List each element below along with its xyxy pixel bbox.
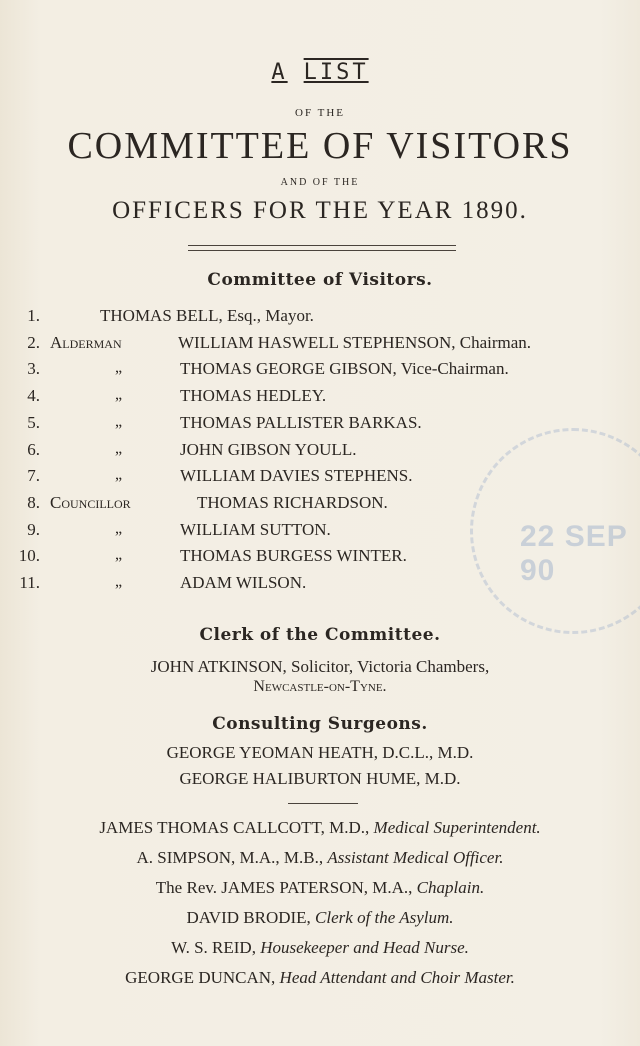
officer-row xyxy=(0,848,640,868)
visitor-row xyxy=(0,306,640,332)
visitor-title: Alderman xyxy=(50,332,122,352)
heading-list xyxy=(0,60,640,85)
visitor-row xyxy=(0,333,640,359)
officer-row xyxy=(0,968,640,988)
officer-name: JAMES THOMAS CALLCOTT, M.D., xyxy=(99,818,374,837)
heading-article: A xyxy=(271,60,288,85)
officer-role: Clerk of the Asylum. xyxy=(315,908,454,927)
clerk-line-1: JOHN ATKINSON, Solicitor, Victoria Chambers, xyxy=(150,657,490,676)
clerk-section-title: Clerk of the Committee. xyxy=(199,625,441,645)
ditto-mark: „ xyxy=(115,386,123,404)
officer-row xyxy=(0,908,640,928)
officer-row xyxy=(0,818,640,838)
surgeon-line-1: GEORGE YEOMAN HEATH, D.C.L., M.D. xyxy=(166,743,474,762)
visitor-number: 8. xyxy=(27,492,40,512)
clerk-line-2: Newcastle-on-Tyne. xyxy=(253,678,387,695)
visitor-number: 5. xyxy=(27,412,40,432)
visitor-number: 11. xyxy=(19,573,40,592)
visitor-name: THOMAS PALLISTER BARKAS. xyxy=(180,412,422,432)
ditto-mark: „ xyxy=(115,519,123,537)
visitor-name: JOHN GIBSON YOULL. xyxy=(180,439,357,459)
officer-name: DAVID BRODIE, xyxy=(186,908,316,927)
visitor-number: 3. xyxy=(27,359,40,379)
ditto-mark: „ xyxy=(115,466,123,484)
visitor-row xyxy=(0,413,640,439)
heading-list-word: LIST xyxy=(303,60,369,85)
ditto-mark: „ xyxy=(115,359,123,377)
ditto-mark: „ xyxy=(115,439,123,457)
surgeon-line-2: GEORGE HALIBURTON HUME, M.D. xyxy=(179,769,461,788)
ditto-mark: „ xyxy=(115,412,123,430)
short-rule-divider xyxy=(288,803,358,804)
visitor-name: WILLIAM HASWELL STEPHENSON, Chairman. xyxy=(178,332,532,352)
officer-name: A. SIMPSON, M.A., M.B., xyxy=(136,848,328,867)
visitor-row xyxy=(0,359,640,385)
visitor-name: THOMAS RICHARDSON. xyxy=(197,492,388,512)
officer-name: GEORGE DUNCAN, xyxy=(125,968,280,987)
visitor-number: 6. xyxy=(27,439,40,459)
visitor-number: 1. xyxy=(27,306,40,325)
officer-role: Chaplain. xyxy=(416,878,485,897)
heading-officers: OFFICERS FOR THE YEAR 1890. xyxy=(112,197,528,224)
visitor-row xyxy=(0,466,640,492)
visitor-row xyxy=(0,520,640,546)
visitors-section-title: Committee of Visitors. xyxy=(207,270,433,290)
visitor-number: 10. xyxy=(18,546,40,566)
heading-of-the: OF THE xyxy=(295,107,345,119)
officer-name: The Rev. JAMES PATERSON, M.A., xyxy=(155,878,417,897)
visitor-row xyxy=(0,386,640,412)
heading-and-of-the: AND OF THE xyxy=(280,177,360,188)
ditto-mark: „ xyxy=(115,546,123,564)
double-rule-divider xyxy=(188,245,456,251)
visitor-number: 4. xyxy=(27,386,40,406)
visitor-row xyxy=(0,440,640,466)
visitor-name: THOMAS HEDLEY. xyxy=(180,386,327,406)
visitor-title: Councillor xyxy=(50,492,131,512)
officer-role: Housekeeper and Head Nurse. xyxy=(260,938,469,957)
surgeons-section-title: Consulting Surgeons. xyxy=(212,714,428,734)
visitor-name: ADAM WILSON. xyxy=(180,573,307,592)
officer-row xyxy=(0,878,640,898)
visitor-name: WILLIAM DAVIES STEPHENS. xyxy=(180,466,413,486)
heading-committee: COMMITTEE OF VISITORS xyxy=(67,125,573,167)
visitor-number: 7. xyxy=(27,466,40,486)
stamp-date: 22 SEP 90 xyxy=(520,520,628,587)
officer-role: Assistant Medical Officer. xyxy=(327,848,504,867)
visitor-row xyxy=(0,546,640,572)
visitor-number: 9. xyxy=(27,519,40,539)
visitor-name: THOMAS BURGESS WINTER. xyxy=(180,546,407,566)
visitor-name: WILLIAM SUTTON. xyxy=(180,519,331,539)
officer-role: Head Attendant and Choir Master. xyxy=(279,968,515,987)
officer-name: W. S. REID, xyxy=(171,938,261,957)
visitor-name: THOMAS GEORGE GIBSON, Vice-Chairman. xyxy=(180,359,509,379)
visitor-row xyxy=(0,493,640,519)
ditto-mark: „ xyxy=(115,573,123,590)
officer-role: Medical Superintendent. xyxy=(373,818,541,837)
visitor-number: 2. xyxy=(27,332,40,352)
visitor-name: THOMAS BELL, Esq., Mayor. xyxy=(100,306,314,325)
officer-row xyxy=(0,938,640,958)
visitor-row xyxy=(0,573,640,599)
